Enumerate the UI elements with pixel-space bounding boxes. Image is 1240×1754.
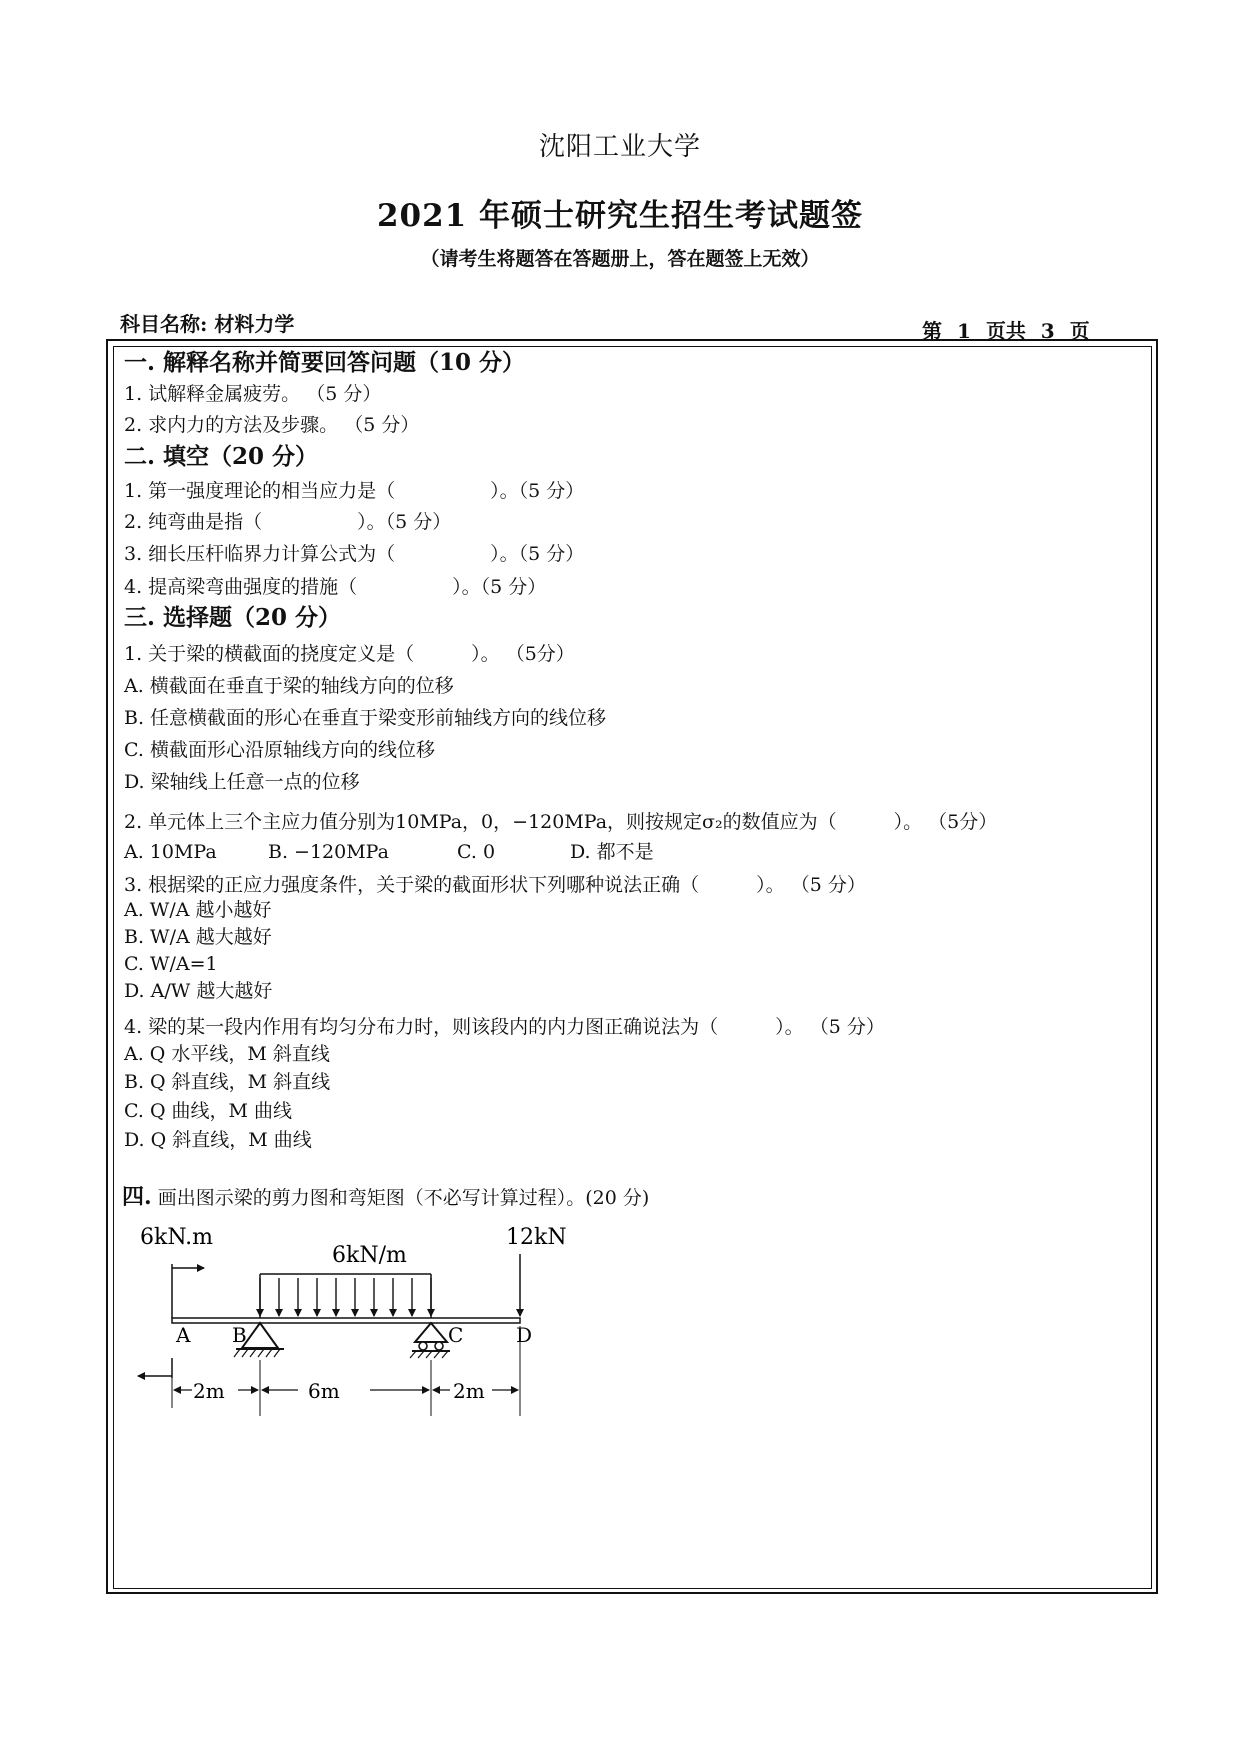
subject-name: 科目名称: 材料力学: [120, 312, 295, 336]
span-cd-label: 2m: [453, 1379, 485, 1403]
point-c-label: C: [448, 1323, 464, 1347]
beam-body: [172, 1318, 520, 1323]
q3-option-a: A. W/A 越小越好: [124, 899, 272, 921]
school-name: 沈阳工业大学: [538, 132, 701, 162]
span-bc-label: 6m: [308, 1379, 340, 1403]
q2-stem: 2. 单元体上三个主应力值分别为10MPa，0，−120MPa，则按规定σ₂的数值应为（ ）。 （5分）: [124, 811, 998, 833]
beam-diagram: [120, 1218, 580, 1438]
section2-item: 3. 细长压杆临界力计算公式为（ ）。（5 分）: [124, 543, 585, 565]
q4-stem: 4. 梁的某一段内作用有均匀分布力时，则该段内的内力图正确说法为（ ）。 （5 分）: [124, 1016, 885, 1038]
q3-option-b: B. W/A 越大越好: [124, 926, 272, 948]
span-ab-label: 2m: [193, 1379, 225, 1403]
section2-item: 1. 第一强度理论的相当应力是（ ）。（5 分）: [124, 480, 585, 502]
roller-support-icon: [410, 1323, 450, 1358]
section3-heading: 三. 选择题（20 分）: [124, 604, 342, 631]
section4-label: 四.: [122, 1184, 152, 1210]
section2-item: 4. 提高梁弯曲强度的措施（ ）。（5 分）: [124, 576, 547, 598]
q4-option-c: C. Q 曲线，M 曲线: [124, 1100, 293, 1122]
q1-option-a: A. 横截面在垂直于梁的轴线方向的位移: [124, 675, 454, 697]
point-a-label: A: [176, 1323, 191, 1347]
section4-question: [122, 1180, 649, 1211]
section2-heading: 二. 填空（20 分）: [124, 443, 319, 470]
section1-heading: 一. 解释名称并简要回答问题（10 分）: [124, 349, 526, 376]
q1-option-c: C. 横截面形心沿原轴线方向的线位移: [124, 739, 435, 761]
exam-note: （请考生将题答在答题册上，答在题签上无效）: [420, 248, 820, 270]
q2-option-a: A. 10MPa: [124, 841, 217, 863]
q2-option-c: C. 0: [457, 841, 496, 863]
section2-item: 2. 纯弯曲是指（ ）。（5 分）: [124, 511, 452, 533]
section1-item: 2. 求内力的方法及步骤。 （5 分）: [124, 414, 420, 436]
q3-option-c: C. W/A=1: [124, 953, 218, 975]
q1-stem: 1. 关于梁的横截面的挠度定义是（ ）。 （5分）: [124, 643, 575, 665]
page-info: 第 1 页共 3 页: [922, 319, 1090, 343]
q4-option-d: D. Q 斜直线，M 曲线: [124, 1129, 312, 1151]
point-b-label: B: [232, 1323, 247, 1347]
q1-option-b: B. 任意横截面的形心在垂直于梁变形前轴线方向的线位移: [124, 707, 607, 729]
q4-option-a: A. Q 水平线，M 斜直线: [124, 1043, 330, 1065]
q2-option-b: B. −120MPa: [268, 841, 389, 863]
q3-option-d: D. A/W 越大越好: [124, 980, 273, 1002]
section4-text: 画出图示梁的剪力图和弯矩图（不必写计算过程）。(20 分): [157, 1187, 650, 1209]
q2-option-d: D. 都不是: [570, 841, 654, 863]
section1-item: 1. 试解释金属疲劳。 （5 分）: [124, 383, 382, 405]
q1-option-d: D. 梁轴线上任意一点的位移: [124, 771, 360, 793]
point-load-label: 12kN: [506, 1225, 567, 1250]
q4-option-b: B. Q 斜直线，M 斜直线: [124, 1071, 331, 1093]
moment-label: 6kN.m: [140, 1225, 214, 1250]
q3-stem: 3. 根据梁的正应力强度条件，关于梁的截面形状下列哪种说法正确（ ）。 （5 分）: [124, 874, 866, 896]
exam-title: 2021 年硕士研究生招生考试题签: [376, 198, 864, 234]
distributed-load-label: 6kN/m: [332, 1243, 407, 1268]
distributed-load-icon: [260, 1274, 431, 1318]
point-d-label: D: [516, 1323, 533, 1347]
